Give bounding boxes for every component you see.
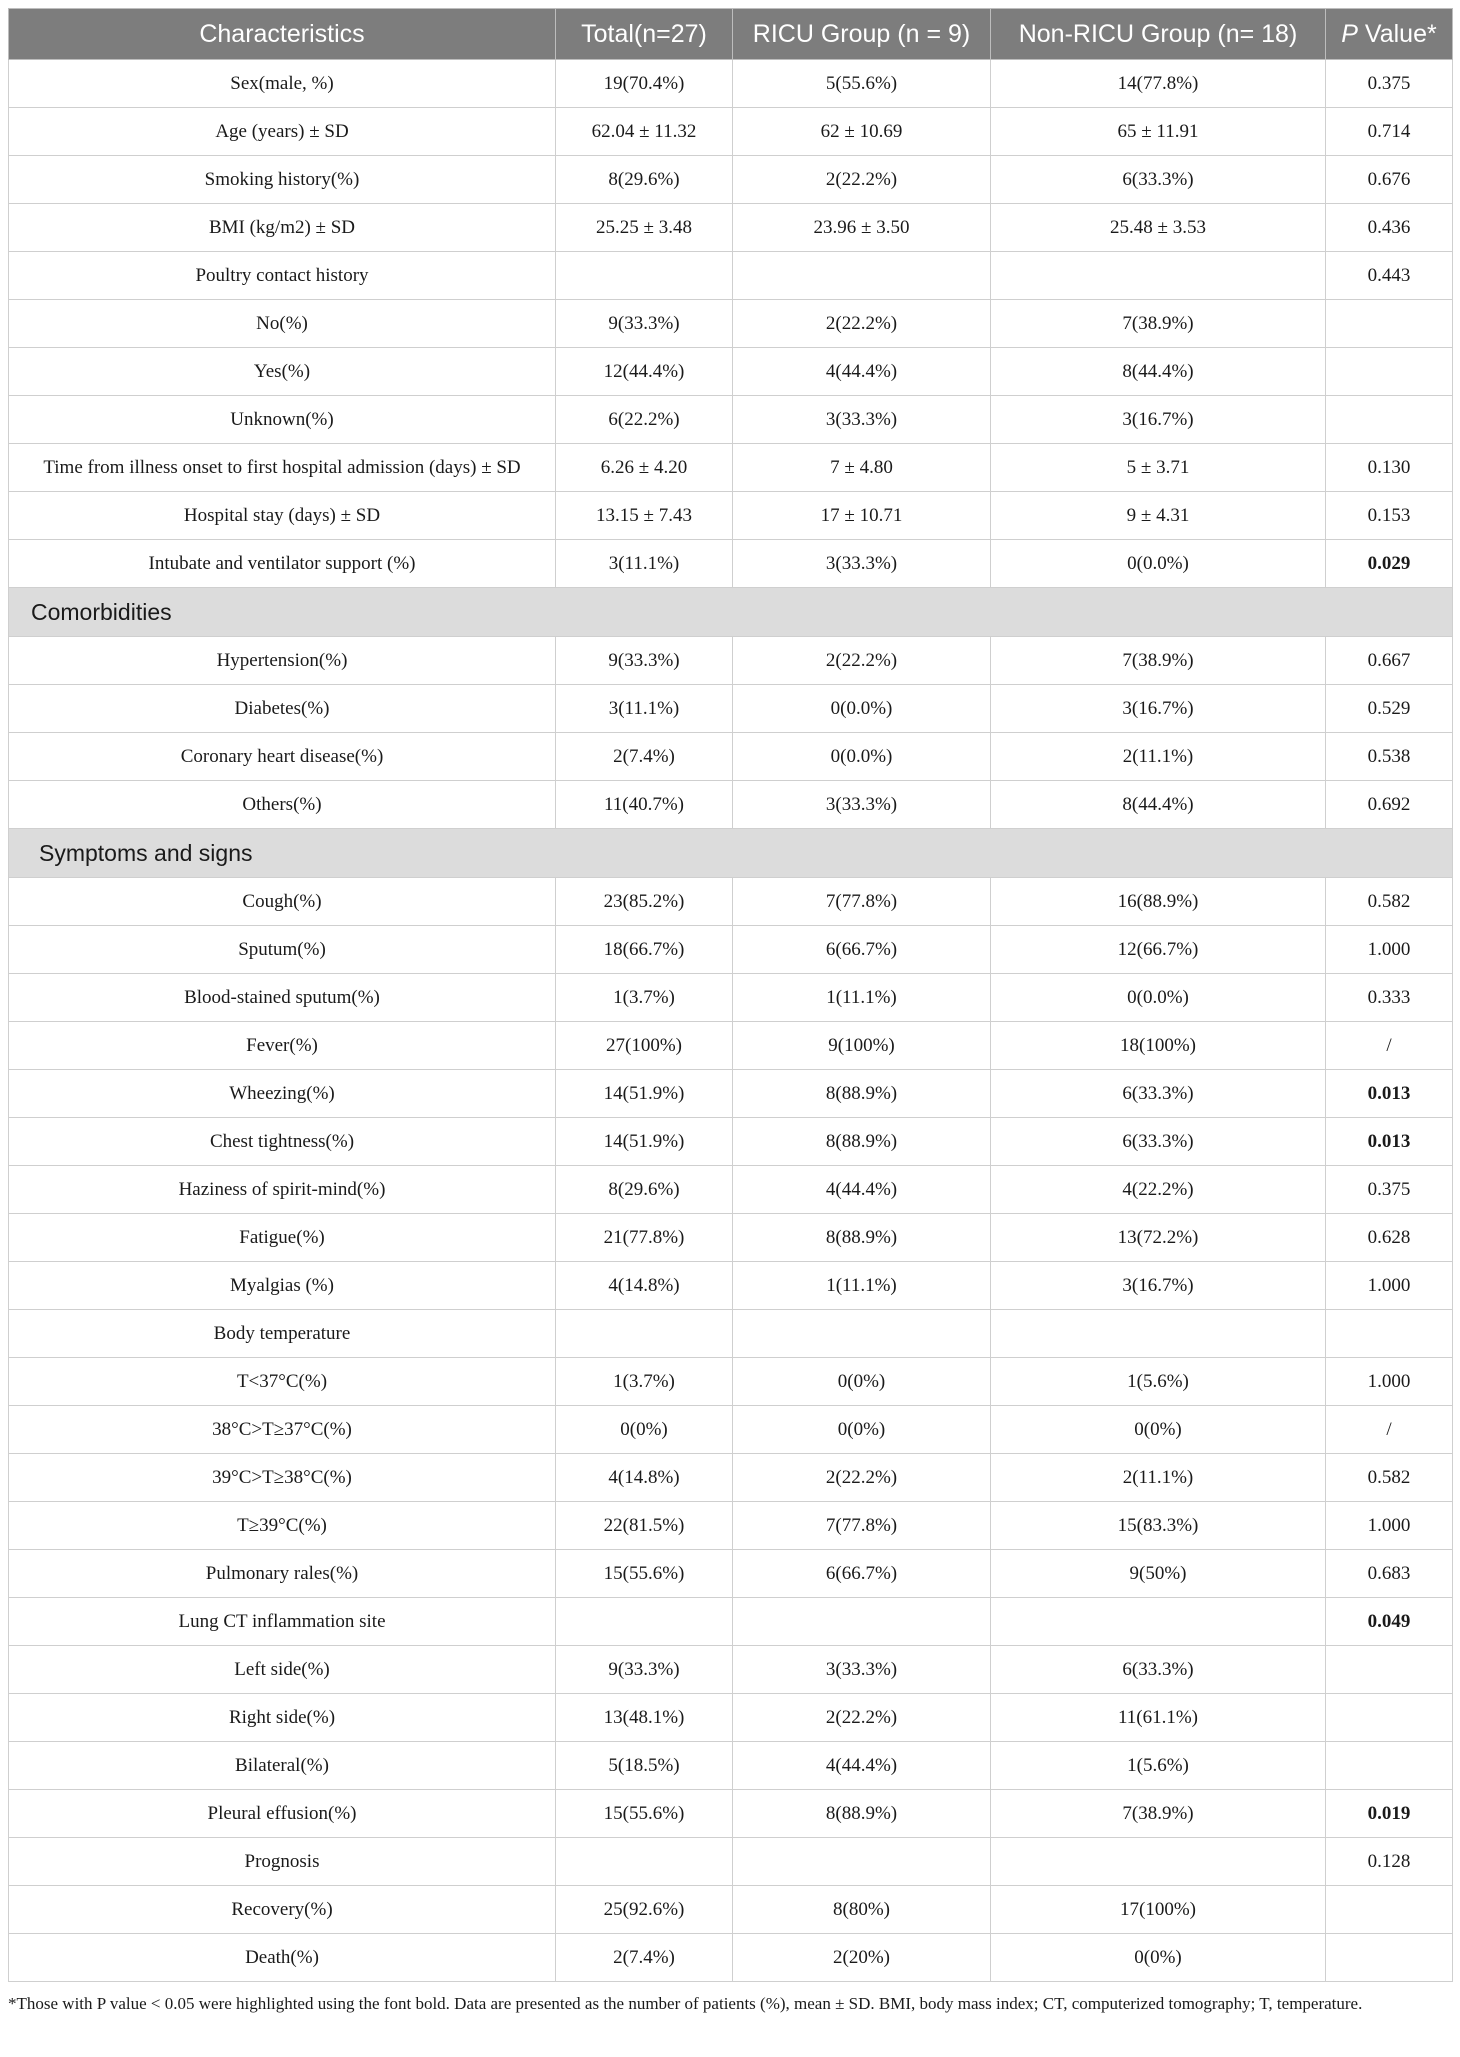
cell-ricu: 2(22.2%) bbox=[733, 300, 991, 348]
table-row bbox=[9, 974, 1453, 1022]
cell-p-value bbox=[1326, 348, 1453, 396]
table-row bbox=[9, 1598, 1453, 1646]
cell-characteristic: Unknown(%) bbox=[9, 396, 556, 444]
table-row bbox=[9, 396, 1453, 444]
cell-non-ricu bbox=[991, 1838, 1326, 1886]
cell-p-value: 0.153 bbox=[1326, 492, 1453, 540]
cell-p-value bbox=[1326, 1694, 1453, 1742]
cell-p-value: 0.019 bbox=[1326, 1790, 1453, 1838]
cell-total: 4(14.8%) bbox=[556, 1454, 733, 1502]
cell-characteristic: T≥39°C(%) bbox=[9, 1502, 556, 1550]
cell-p-value: 0.676 bbox=[1326, 156, 1453, 204]
cell-total: 19(70.4%) bbox=[556, 60, 733, 108]
cell-total: 6(22.2%) bbox=[556, 396, 733, 444]
cell-p-value: 0.375 bbox=[1326, 60, 1453, 108]
cell-total bbox=[556, 1310, 733, 1358]
cell-characteristic: Right side(%) bbox=[9, 1694, 556, 1742]
cell-ricu: 2(20%) bbox=[733, 1934, 991, 1982]
table-row bbox=[9, 1406, 1453, 1454]
cell-p-value: 0.333 bbox=[1326, 974, 1453, 1022]
cell-p-value: 0.443 bbox=[1326, 252, 1453, 300]
table-row bbox=[9, 1454, 1453, 1502]
cell-p-value: 0.538 bbox=[1326, 733, 1453, 781]
cell-characteristic: Pulmonary rales(%) bbox=[9, 1550, 556, 1598]
cell-p-value: 0.582 bbox=[1326, 1454, 1453, 1502]
header-row bbox=[9, 9, 1453, 60]
cell-p-value: 0.667 bbox=[1326, 637, 1453, 685]
cell-ricu: 6(66.7%) bbox=[733, 1550, 991, 1598]
cell-characteristic: Hypertension(%) bbox=[9, 637, 556, 685]
cell-characteristic: BMI (kg/m2) ± SD bbox=[9, 204, 556, 252]
cell-p-value: / bbox=[1326, 1022, 1453, 1070]
cell-ricu bbox=[733, 1310, 991, 1358]
table-row bbox=[9, 1550, 1453, 1598]
cell-ricu: 5(55.6%) bbox=[733, 60, 991, 108]
cell-non-ricu: 8(44.4%) bbox=[991, 781, 1326, 829]
table-row bbox=[9, 1022, 1453, 1070]
header-p-value bbox=[1326, 9, 1453, 60]
cell-p-value: 1.000 bbox=[1326, 1502, 1453, 1550]
cell-non-ricu: 4(22.2%) bbox=[991, 1166, 1326, 1214]
cell-characteristic: Wheezing(%) bbox=[9, 1070, 556, 1118]
cell-non-ricu: 0(0.0%) bbox=[991, 540, 1326, 588]
cell-characteristic: Fever(%) bbox=[9, 1022, 556, 1070]
cell-p-value: 1.000 bbox=[1326, 926, 1453, 974]
table-row bbox=[9, 926, 1453, 974]
cell-p-value: 0.013 bbox=[1326, 1070, 1453, 1118]
cell-p-value: 0.436 bbox=[1326, 204, 1453, 252]
cell-non-ricu: 3(16.7%) bbox=[991, 685, 1326, 733]
cell-total: 14(51.9%) bbox=[556, 1070, 733, 1118]
cell-non-ricu: 7(38.9%) bbox=[991, 1790, 1326, 1838]
table-row bbox=[9, 1118, 1453, 1166]
cell-characteristic: No(%) bbox=[9, 300, 556, 348]
cell-characteristic: Pleural effusion(%) bbox=[9, 1790, 556, 1838]
cell-non-ricu: 1(5.6%) bbox=[991, 1358, 1326, 1406]
cell-ricu: 3(33.3%) bbox=[733, 540, 991, 588]
cell-ricu bbox=[733, 1838, 991, 1886]
cell-characteristic: Chest tightness(%) bbox=[9, 1118, 556, 1166]
cell-total: 15(55.6%) bbox=[556, 1790, 733, 1838]
cell-ricu: 9(100%) bbox=[733, 1022, 991, 1070]
cell-ricu: 2(22.2%) bbox=[733, 156, 991, 204]
characteristics-table bbox=[8, 8, 1453, 1982]
cell-non-ricu: 7(38.9%) bbox=[991, 637, 1326, 685]
cell-ricu: 2(22.2%) bbox=[733, 1454, 991, 1502]
cell-total: 13.15 ± 7.43 bbox=[556, 492, 733, 540]
header-p-suffix: Value* bbox=[1357, 19, 1437, 48]
cell-ricu: 23.96 ± 3.50 bbox=[733, 204, 991, 252]
cell-ricu: 1(11.1%) bbox=[733, 1262, 991, 1310]
cell-characteristic: Sex(male, %) bbox=[9, 60, 556, 108]
cell-ricu: 2(22.2%) bbox=[733, 1694, 991, 1742]
cell-p-value: 0.375 bbox=[1326, 1166, 1453, 1214]
cell-non-ricu: 9(50%) bbox=[991, 1550, 1326, 1598]
cell-non-ricu: 13(72.2%) bbox=[991, 1214, 1326, 1262]
table-row bbox=[9, 1262, 1453, 1310]
cell-non-ricu: 17(100%) bbox=[991, 1886, 1326, 1934]
cell-p-value: 0.628 bbox=[1326, 1214, 1453, 1262]
table-row bbox=[9, 1742, 1453, 1790]
cell-total: 11(40.7%) bbox=[556, 781, 733, 829]
cell-characteristic: Sputum(%) bbox=[9, 926, 556, 974]
cell-total: 14(51.9%) bbox=[556, 1118, 733, 1166]
table-row bbox=[9, 252, 1453, 300]
cell-total: 8(29.6%) bbox=[556, 156, 733, 204]
cell-ricu: 7(77.8%) bbox=[733, 878, 991, 926]
table-row bbox=[9, 1166, 1453, 1214]
table-row bbox=[9, 1838, 1453, 1886]
cell-total: 2(7.4%) bbox=[556, 1934, 733, 1982]
cell-characteristic: Lung CT inflammation site bbox=[9, 1598, 556, 1646]
table-footnote: *Those with P value < 0.05 were highlighted using the font bold. Data are presented as the number of patients (%), mean ± SD. BMI, body mass index; CT, computerized tomography; T, temperature. bbox=[8, 1994, 1363, 2013]
cell-total: 1(3.7%) bbox=[556, 974, 733, 1022]
cell-non-ricu: 3(16.7%) bbox=[991, 396, 1326, 444]
cell-characteristic: Time from illness onset to first hospital admission (days) ± SD bbox=[9, 444, 556, 492]
cell-ricu: 7(77.8%) bbox=[733, 1502, 991, 1550]
cell-characteristic: Diabetes(%) bbox=[9, 685, 556, 733]
cell-total: 21(77.8%) bbox=[556, 1214, 733, 1262]
table-row bbox=[9, 1214, 1453, 1262]
cell-total: 27(100%) bbox=[556, 1022, 733, 1070]
header-ricu-group: RICU Group (n = 9) bbox=[733, 9, 991, 60]
table-row bbox=[9, 108, 1453, 156]
cell-non-ricu bbox=[991, 1598, 1326, 1646]
cell-non-ricu: 15(83.3%) bbox=[991, 1502, 1326, 1550]
cell-ricu: 0(0.0%) bbox=[733, 733, 991, 781]
cell-p-value bbox=[1326, 1886, 1453, 1934]
cell-p-value: 0.582 bbox=[1326, 878, 1453, 926]
cell-ricu: 2(22.2%) bbox=[733, 637, 991, 685]
cell-ricu: 1(11.1%) bbox=[733, 974, 991, 1022]
cell-ricu: 3(33.3%) bbox=[733, 396, 991, 444]
cell-non-ricu: 5 ± 3.71 bbox=[991, 444, 1326, 492]
section-title: Symptoms and signs bbox=[9, 829, 1453, 878]
cell-ricu: 8(88.9%) bbox=[733, 1790, 991, 1838]
cell-p-value bbox=[1326, 1742, 1453, 1790]
cell-ricu: 62 ± 10.69 bbox=[733, 108, 991, 156]
cell-p-value: 0.049 bbox=[1326, 1598, 1453, 1646]
table-row bbox=[9, 685, 1453, 733]
cell-non-ricu: 7(38.9%) bbox=[991, 300, 1326, 348]
cell-p-value: 0.683 bbox=[1326, 1550, 1453, 1598]
cell-p-value bbox=[1326, 1646, 1453, 1694]
cell-ricu: 4(44.4%) bbox=[733, 1166, 991, 1214]
cell-non-ricu: 6(33.3%) bbox=[991, 156, 1326, 204]
cell-p-value: 0.714 bbox=[1326, 108, 1453, 156]
cell-p-value: 0.529 bbox=[1326, 685, 1453, 733]
table-row bbox=[9, 878, 1453, 926]
cell-total: 2(7.4%) bbox=[556, 733, 733, 781]
cell-total: 13(48.1%) bbox=[556, 1694, 733, 1742]
cell-non-ricu: 6(33.3%) bbox=[991, 1118, 1326, 1166]
cell-p-value: 0.128 bbox=[1326, 1838, 1453, 1886]
cell-p-value: 0.692 bbox=[1326, 781, 1453, 829]
cell-characteristic: Others(%) bbox=[9, 781, 556, 829]
cell-non-ricu: 2(11.1%) bbox=[991, 733, 1326, 781]
cell-p-value: / bbox=[1326, 1406, 1453, 1454]
cell-non-ricu: 11(61.1%) bbox=[991, 1694, 1326, 1742]
cell-characteristic: Bilateral(%) bbox=[9, 1742, 556, 1790]
cell-characteristic: Myalgias (%) bbox=[9, 1262, 556, 1310]
table-row bbox=[9, 1310, 1453, 1358]
cell-total: 1(3.7%) bbox=[556, 1358, 733, 1406]
header-total: Total(n=27) bbox=[556, 9, 733, 60]
cell-total: 9(33.3%) bbox=[556, 300, 733, 348]
header-characteristics: Characteristics bbox=[9, 9, 556, 60]
cell-total: 22(81.5%) bbox=[556, 1502, 733, 1550]
table-row bbox=[9, 444, 1453, 492]
table-row bbox=[9, 204, 1453, 252]
section-header-row bbox=[9, 829, 1453, 878]
cell-non-ricu: 2(11.1%) bbox=[991, 1454, 1326, 1502]
cell-ricu: 7 ± 4.80 bbox=[733, 444, 991, 492]
table-row bbox=[9, 1694, 1453, 1742]
cell-non-ricu: 0(0%) bbox=[991, 1406, 1326, 1454]
cell-characteristic: Intubate and ventilator support (%) bbox=[9, 540, 556, 588]
cell-total: 3(11.1%) bbox=[556, 540, 733, 588]
cell-non-ricu: 1(5.6%) bbox=[991, 1742, 1326, 1790]
table-row bbox=[9, 1358, 1453, 1406]
table-body bbox=[9, 60, 1453, 1982]
cell-p-value: 1.000 bbox=[1326, 1262, 1453, 1310]
cell-total: 8(29.6%) bbox=[556, 1166, 733, 1214]
cell-non-ricu: 14(77.8%) bbox=[991, 60, 1326, 108]
cell-characteristic: Death(%) bbox=[9, 1934, 556, 1982]
cell-characteristic: Recovery(%) bbox=[9, 1886, 556, 1934]
table-row bbox=[9, 156, 1453, 204]
cell-total: 6.26 ± 4.20 bbox=[556, 444, 733, 492]
cell-ricu: 0(0%) bbox=[733, 1406, 991, 1454]
table-row bbox=[9, 1502, 1453, 1550]
table-row bbox=[9, 781, 1453, 829]
cell-ricu: 8(80%) bbox=[733, 1886, 991, 1934]
cell-ricu bbox=[733, 1598, 991, 1646]
cell-ricu: 3(33.3%) bbox=[733, 1646, 991, 1694]
cell-ricu: 4(44.4%) bbox=[733, 348, 991, 396]
table-row bbox=[9, 1886, 1453, 1934]
section-header-row bbox=[9, 588, 1453, 637]
cell-p-value: 0.029 bbox=[1326, 540, 1453, 588]
cell-characteristic: 39°C>T≥38°C(%) bbox=[9, 1454, 556, 1502]
cell-characteristic: Smoking history(%) bbox=[9, 156, 556, 204]
cell-non-ricu bbox=[991, 1310, 1326, 1358]
table-row bbox=[9, 637, 1453, 685]
cell-total: 62.04 ± 11.32 bbox=[556, 108, 733, 156]
cell-p-value bbox=[1326, 300, 1453, 348]
cell-non-ricu: 12(66.7%) bbox=[991, 926, 1326, 974]
cell-characteristic: Yes(%) bbox=[9, 348, 556, 396]
cell-p-value: 0.130 bbox=[1326, 444, 1453, 492]
section-title: Comorbidities bbox=[9, 588, 1453, 637]
cell-non-ricu: 9 ± 4.31 bbox=[991, 492, 1326, 540]
table-row bbox=[9, 60, 1453, 108]
cell-characteristic: Fatigue(%) bbox=[9, 1214, 556, 1262]
cell-ricu: 17 ± 10.71 bbox=[733, 492, 991, 540]
cell-p-value bbox=[1326, 1310, 1453, 1358]
cell-ricu: 3(33.3%) bbox=[733, 781, 991, 829]
cell-ricu: 8(88.9%) bbox=[733, 1214, 991, 1262]
cell-non-ricu: 0(0%) bbox=[991, 1934, 1326, 1982]
cell-non-ricu: 16(88.9%) bbox=[991, 878, 1326, 926]
cell-total: 12(44.4%) bbox=[556, 348, 733, 396]
table-row bbox=[9, 1790, 1453, 1838]
cell-non-ricu: 6(33.3%) bbox=[991, 1070, 1326, 1118]
cell-total: 4(14.8%) bbox=[556, 1262, 733, 1310]
cell-characteristic: Cough(%) bbox=[9, 878, 556, 926]
cell-non-ricu: 0(0.0%) bbox=[991, 974, 1326, 1022]
cell-p-value bbox=[1326, 1934, 1453, 1982]
cell-total bbox=[556, 1838, 733, 1886]
cell-total bbox=[556, 252, 733, 300]
table-row bbox=[9, 1070, 1453, 1118]
cell-non-ricu: 3(16.7%) bbox=[991, 1262, 1326, 1310]
cell-total: 25(92.6%) bbox=[556, 1886, 733, 1934]
cell-total: 3(11.1%) bbox=[556, 685, 733, 733]
cell-ricu: 8(88.9%) bbox=[733, 1070, 991, 1118]
cell-p-value: 0.013 bbox=[1326, 1118, 1453, 1166]
table-row bbox=[9, 1646, 1453, 1694]
header-p-letter: P bbox=[1341, 19, 1358, 48]
cell-ricu: 8(88.9%) bbox=[733, 1118, 991, 1166]
cell-ricu: 6(66.7%) bbox=[733, 926, 991, 974]
table-row bbox=[9, 733, 1453, 781]
cell-characteristic: Prognosis bbox=[9, 1838, 556, 1886]
cell-total bbox=[556, 1598, 733, 1646]
cell-characteristic: Haziness of spirit-mind(%) bbox=[9, 1166, 556, 1214]
cell-characteristic: 38°C>T≥37°C(%) bbox=[9, 1406, 556, 1454]
cell-ricu: 0(0.0%) bbox=[733, 685, 991, 733]
cell-total: 9(33.3%) bbox=[556, 1646, 733, 1694]
cell-non-ricu: 65 ± 11.91 bbox=[991, 108, 1326, 156]
cell-total: 9(33.3%) bbox=[556, 637, 733, 685]
cell-characteristic: Coronary heart disease(%) bbox=[9, 733, 556, 781]
cell-non-ricu: 8(44.4%) bbox=[991, 348, 1326, 396]
cell-total: 25.25 ± 3.48 bbox=[556, 204, 733, 252]
cell-characteristic: Blood-stained sputum(%) bbox=[9, 974, 556, 1022]
cell-characteristic: Age (years) ± SD bbox=[9, 108, 556, 156]
table-row bbox=[9, 492, 1453, 540]
cell-non-ricu: 18(100%) bbox=[991, 1022, 1326, 1070]
table-row bbox=[9, 540, 1453, 588]
header-non-ricu-group: Non-RICU Group (n= 18) bbox=[991, 9, 1326, 60]
cell-non-ricu bbox=[991, 252, 1326, 300]
table-header bbox=[9, 9, 1453, 60]
cell-characteristic: Poultry contact history bbox=[9, 252, 556, 300]
cell-total: 5(18.5%) bbox=[556, 1742, 733, 1790]
cell-p-value: 1.000 bbox=[1326, 1358, 1453, 1406]
cell-non-ricu: 6(33.3%) bbox=[991, 1646, 1326, 1694]
cell-p-value bbox=[1326, 396, 1453, 444]
cell-total: 23(85.2%) bbox=[556, 878, 733, 926]
cell-total: 0(0%) bbox=[556, 1406, 733, 1454]
cell-ricu bbox=[733, 252, 991, 300]
table-row bbox=[9, 1934, 1453, 1982]
cell-total: 15(55.6%) bbox=[556, 1550, 733, 1598]
cell-non-ricu: 25.48 ± 3.53 bbox=[991, 204, 1326, 252]
cell-total: 18(66.7%) bbox=[556, 926, 733, 974]
cell-characteristic: Left side(%) bbox=[9, 1646, 556, 1694]
document-page bbox=[8, 8, 1452, 2015]
cell-characteristic: Body temperature bbox=[9, 1310, 556, 1358]
table-row bbox=[9, 348, 1453, 396]
cell-characteristic: T<37°C(%) bbox=[9, 1358, 556, 1406]
cell-characteristic: Hospital stay (days) ± SD bbox=[9, 492, 556, 540]
cell-ricu: 4(44.4%) bbox=[733, 1742, 991, 1790]
table-row bbox=[9, 300, 1453, 348]
cell-ricu: 0(0%) bbox=[733, 1358, 991, 1406]
